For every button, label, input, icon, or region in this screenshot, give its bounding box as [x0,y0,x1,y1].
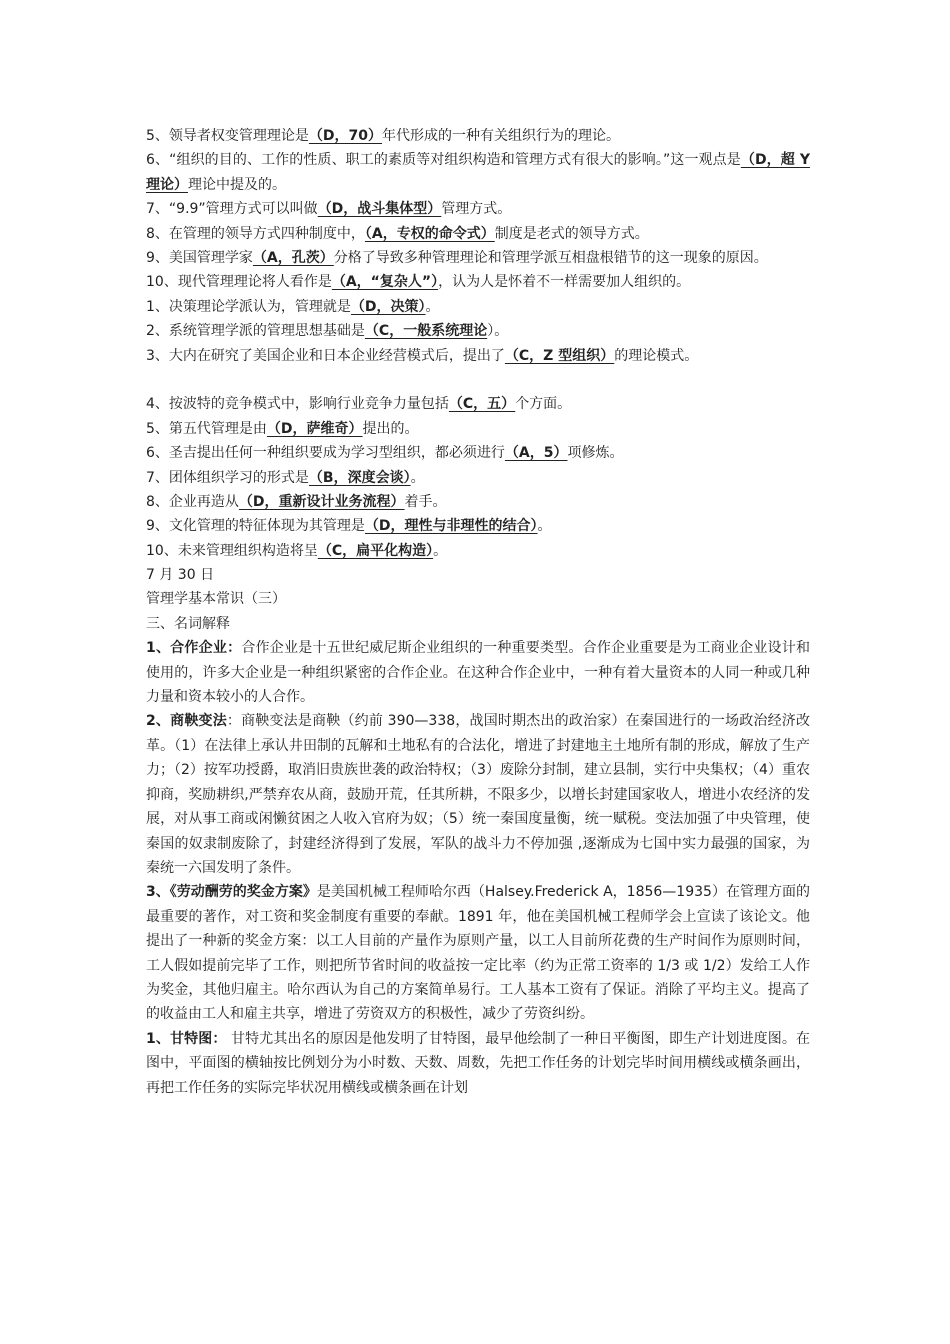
quiz-a-item-8: 3、大内在研究了美国企业和日本企业经营模式后，提出了（C，Z 型组织）的理论模式。 [146,347,699,364]
answer: （A，“复杂人”） [331,274,439,291]
answer: （C，一般系统理论 [364,323,488,340]
quiz-a-item-4: 9、美国管理学家（A，孔茨）分格了导致多种管理理论和管理学派互相盘根错节的这一现象的原因。 [146,249,768,266]
term-definition: 3、《劳动酬劳的奖金方案》是美国机械工程师哈尔西（Halsey.Frederick A，1856—1935）在管理方面的最重要的著作，对工资和奖金制度有重要的奉献。1891 年，他在美国机械工程师学会上宣读了该论文。他提出了一种新的奖金方案：以工人目前的产量作为原则产量，以工人目前所花费的生产时间作为原则时间，工人假如提前完毕了工作，则把所节省时间的收益按一定比率（约为正常工资率的 1/3 或 1/2）发给工人作为奖金，其他归雇主。哈尔西认为自己的方案简单易行。工人基本工资有了保证。消除了平均主义。提高了的收益由工人和雇主共享，增进了劳资双方的积极性，减少了劳资纠纷。 [146,884,810,1023]
answer: （D，萨维奇） [266,420,363,437]
quiz-b-item-4: 8、企业再造从（D，重新设计业务流程）着手。 [146,493,447,510]
quiz-b-item-5: 9、文化管理的特征体现为其管理是（D，理性与非理性的结合）。 [146,518,552,535]
quiz-a-item-7: 2、系统管理学派的管理思想基础是（C，一般系统理论）。 [146,323,509,340]
quiz-b-item-3: 7、团体组织学习的形式是（B，深度会谈）。 [146,469,425,486]
answer: （A，5） [504,445,568,462]
quiz-b-item-6: 10、未来管理组织构造将呈（C，扁平化构造）。 [146,542,448,559]
answer: （D，超 Y 理论） [146,152,810,193]
term-label: 2、商鞅变法 [146,713,227,730]
answer: （C，Z 型组织） [504,347,615,364]
blank-line [146,368,810,392]
document-body [146,124,810,1100]
quiz-a-item-0: 5、领导者权变管理理论是（D，70）年代形成的一种有关组织行为的理论。 [146,128,621,144]
term-definition: 1、甘特图： 甘特尤其出名的原因是他发明了甘特图，最早他绘制了一种日平衡图，即生产计划进度图。在图中，平面图的横轴按比例划分为小时数、天数、周数，先把工作任务的计划完毕时间用横线或横条画出，再把工作任务的实际完毕状况用横线或横条画在计划 [146,1030,810,1096]
date-line: 7 月 30 日 [146,567,215,584]
term-label: 1、甘特图： [146,1030,227,1047]
section-title: 管理学基本常识（三） [146,591,286,608]
quiz-a-item-3: 8、在管理的领导方式四种制度中，（A，专权的命令式）制度是老式的领导方式。 [146,225,649,242]
quiz-a-item-2: 7、“9.9”管理方式可以叫做（D，战斗集体型）管理方式。 [146,201,512,218]
quiz-b-item-0: 4、按波特的竞争模式中，影响行业竞争力量包括（C，五）个方面。 [146,396,572,413]
answer: （B，深度会谈） [308,469,411,486]
quiz-a-item-6: 1、决策理论学派认为，管理就是（D，决策）。 [146,298,440,315]
answer: （D，70） [308,128,383,144]
quiz-b-item-2: 6、圣吉提出任何一种组织要成为学习型组织，都必须进行（A，5）项修炼。 [146,445,624,462]
answer: （D，决策） [350,298,426,315]
quiz-a-item-1: 6、“组织的目的、工作的性质、职工的素质等对组织构造和管理方式有很大的影响。”这一观点是（D，超 Y 理论）理论中提及的。 [146,152,810,193]
answer: （A，孔茨） [252,249,334,266]
answer: （D，战斗集体型） [317,201,442,218]
quiz-a-item-5: 10、现代管理理论将人看作是（A，“复杂人”），认为人是怀着不一样需要加人组织的。 [146,274,691,291]
answer: （A，专权的命令式） [364,225,495,242]
term-label: 1、合作企业： [146,640,242,657]
term-definition: 2、商鞅变法：商鞅变法是商鞅（约前 390—338，战国时期杰出的政治家）在秦国进行的一场政治经济改革。（1）在法律上承认井田制的瓦解和土地私有的合法化，增进了封建地主土地所有制的形成，解放了生产力；（2）按军功授爵，取消旧贵族世袭的政治特权；（3）废除分封制，建立县制，实行中央集权；（4）重农抑商，奖励耕织,严禁弃农从商，鼓励开荒，任其所耕，不限多少，以增长封建国家收人，增进小农经济的发展，对从事工商或闲懒贫困之人收入官府为奴；（5）统一秦国度量衡，统一赋税。变法加强了中央管理，使秦国的奴隶制废除了，封建经济得到了发展，军队的战斗力不停加强 ,逐渐成为七国中实力最强的国家，为秦统一六国发明了条件。 [146,713,810,876]
section-heading: 三、名词解释 [146,615,230,632]
answer: （C，五） [448,396,516,413]
answer: （D，理性与非理性的结合） [364,518,538,535]
term-definition: 1、合作企业：合作企业是十五世纪威尼斯企业组织的一种重要类型。合作企业重要是为工商业企业设计和使用的，许多大企业是一种组织紧密的合作企业。在这种合作企业中，一种有着大量资本的人同一种或几种力量和资本较小的人合作。 [146,640,811,706]
term-label: 3、《劳动酬劳的奖金方案》 [146,884,317,901]
quiz-b-item-1: 5、第五代管理是由（D，萨维奇）提出的。 [146,420,419,437]
answer: （D，重新设计业务流程） [238,493,405,510]
answer: （C，扁平化构造） [317,542,434,559]
